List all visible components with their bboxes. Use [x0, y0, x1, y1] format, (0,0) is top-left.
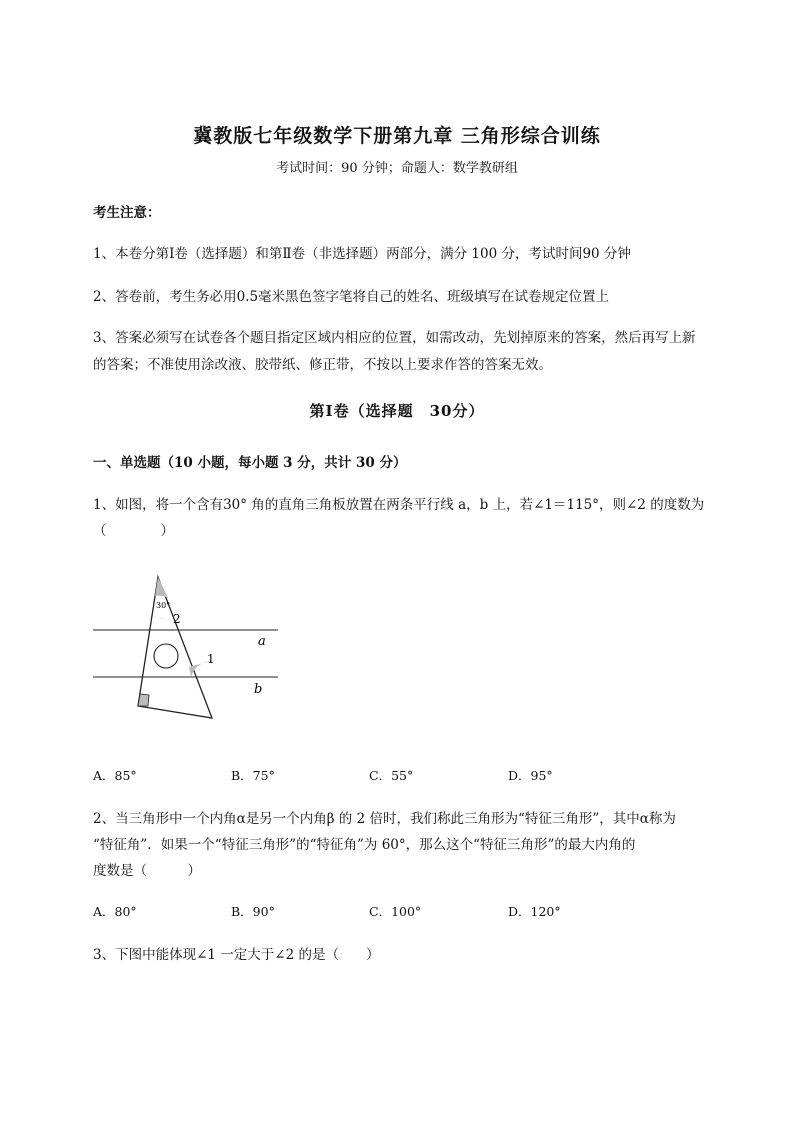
q1-option-b: B．75° [231, 768, 275, 783]
label-a: a [258, 634, 266, 649]
q1-option-d: D．95° [508, 768, 553, 783]
note-item-1: 1、本卷分第Ⅰ卷（选择题）和第Ⅱ卷（非选择题）两部分，满分 100 分，考试时间90 分钟 [93, 246, 631, 262]
label-2: 2 [173, 612, 181, 626]
note-item-3-line-2: 的答案；不准使用涂改液、胶带纸、修正带，不按以上要求作答的答案无效。 [93, 357, 552, 373]
q1-option-a: A．85° [93, 768, 137, 783]
part-heading: 一、单选题（10 小题，每小题 3 分，共计 30 分） [93, 455, 407, 471]
q1-text-line-1: 1、如图，将一个含有30° 角的直角三角板放置在两条平行线 a，b 上，若∠1＝115°，则∠2 的度数为 [93, 497, 705, 513]
ruler-hole [154, 644, 178, 668]
q2-option-d: D．120° [508, 904, 561, 919]
q2-text-line-1: 2、当三角形中一个内角α是另一个内角β 的 2 倍时，我们称此三角形为“特征三角形”，其中α称为 [93, 811, 676, 827]
label-b: b [254, 682, 263, 697]
q1-option-c: C．55° [369, 768, 414, 783]
section-title: 第Ⅰ卷（选择题 30分） [309, 402, 485, 420]
notes-heading: 考生注意： [93, 205, 161, 221]
q2-text-line-2: “特征角”．如果一个“特征三角形”的“特征角”为 60°，那么这个“特征三角形”的最大内角的 [93, 837, 636, 853]
q1-figure [88, 570, 288, 730]
page-title: 冀教版七年级数学下册第九章 三角形综合训练 [193, 125, 601, 147]
note-item-3-line-1: 3、答案必须写在试卷各个题目指定区域内相应的位置，如需改动，先划掉原来的答案，然后再写上新 [93, 330, 696, 346]
q2-option-c: C．100° [369, 904, 422, 919]
q2-option-a: A．80° [93, 904, 137, 919]
exam-info: 考试时间：90 分钟；命题人：数学教研组 [276, 161, 518, 176]
q1-text-line-2: （ ） [93, 523, 174, 539]
angle-2-mark [152, 617, 165, 620]
label-1: 1 [207, 652, 215, 666]
label-30: 30° [156, 601, 171, 610]
right-angle-mark [138, 694, 149, 706]
note-item-2: 2、答卷前，考生务必用0.5毫米黑色签字笔将自己的姓名、班级填写在试卷规定位置上 [93, 289, 610, 305]
q2-text-line-3: 度数是（ ） [93, 863, 201, 879]
q3-text-line-1: 3、下图中能体现∠1 一定大于∠2 的是（ ） [93, 947, 380, 963]
q2-option-b: B．90° [231, 904, 275, 919]
